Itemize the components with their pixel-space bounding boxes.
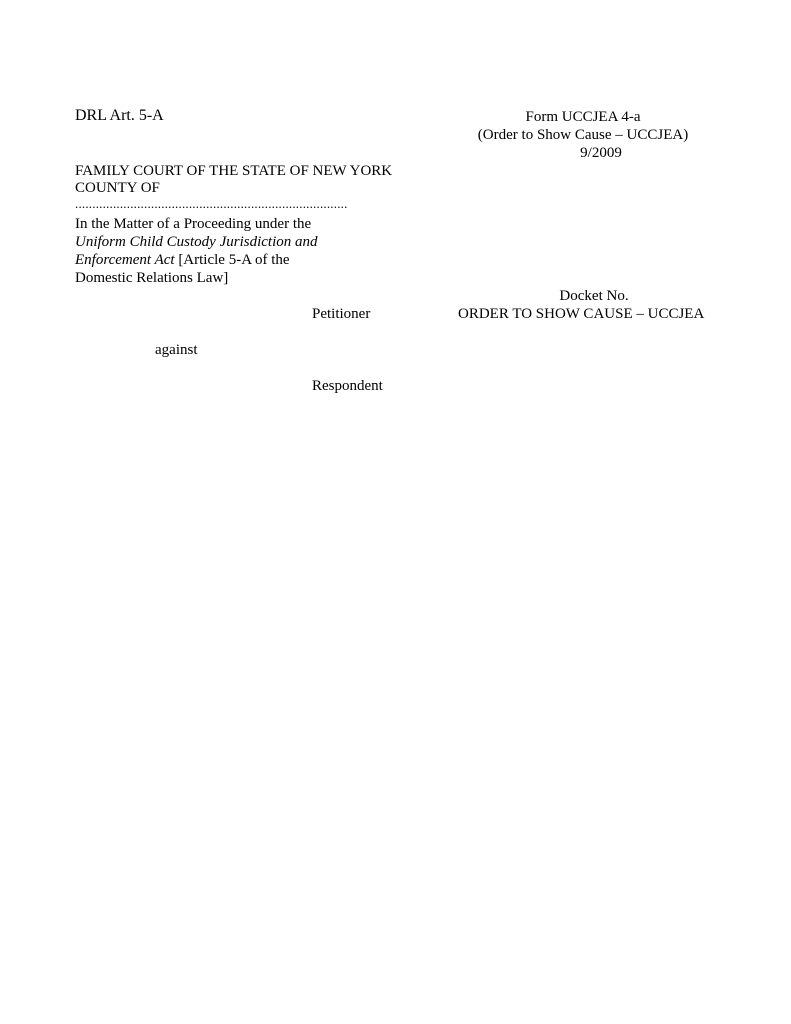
order-title: ORDER TO SHOW CAUSE – UCCJEA xyxy=(458,306,705,322)
caption-separator: ............................................................................... xyxy=(75,199,348,209)
caption-line-3 xyxy=(75,251,290,269)
form-title: (Order to Show Cause – UCCJEA) xyxy=(477,127,689,143)
docket-number-label: Docket No. xyxy=(559,288,629,304)
caption-line-4: Domestic Relations Law] xyxy=(75,270,229,286)
court-name: FAMILY COURT OF THE STATE OF NEW YORK xyxy=(75,163,393,179)
against-label: against xyxy=(155,342,198,358)
statute-reference: DRL Art. 5-A xyxy=(75,107,164,124)
caption-article-ref: [Article 5-A of the xyxy=(174,252,290,268)
caption-line-2: Uniform Child Custody Jurisdiction and xyxy=(75,234,318,250)
county-label: COUNTY OF xyxy=(75,180,160,196)
caption-line-1: In the Matter of a Proceeding under the xyxy=(75,216,312,232)
caption-act-name: Enforcement Act xyxy=(75,252,175,268)
petitioner-label: Petitioner xyxy=(312,306,371,322)
form-number: Form UCCJEA 4-a xyxy=(525,109,641,125)
respondent-label: Respondent xyxy=(312,378,383,394)
form-date: 9/2009 xyxy=(580,145,622,161)
